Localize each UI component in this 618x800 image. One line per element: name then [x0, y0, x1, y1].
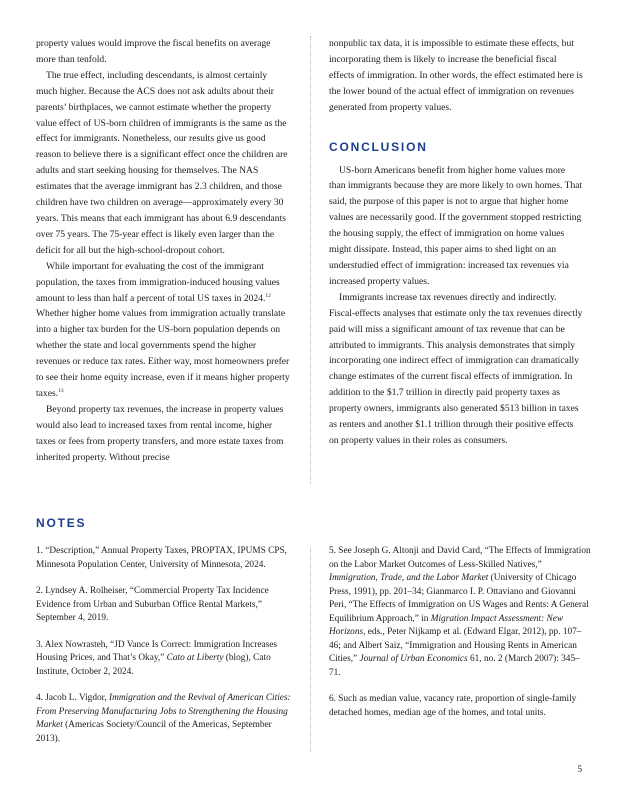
notes-column-divider: [310, 547, 311, 752]
note-text: , eds., Peter Nijkamp et al. (Edward Elgar, 2012), pp. 107–46; and Albert Saiz, “Immigration and Housing Rents in American Cities,”: [329, 627, 582, 664]
page-number: 5: [577, 764, 582, 774]
notes-heading: NOTES: [36, 516, 87, 530]
conclusion-heading: CONCLUSION: [329, 139, 428, 154]
body-paragraph: US-born Americans benefit from higher home values more than immigrants because they are more likely to own homes. That said, the purpose of this paper is not to argue that higher home values are necessarily good. If the government stopped restricting the housing supply, the effect of immigration on home values might dissipate. Instead, this paper aims to shed light on an understudied effect of immigration: increased tax revenues via increased property values.: [329, 164, 583, 287]
paragraph-text: While important for evaluating the cost of the immigrant population, the taxes from immigration-induced housing values amount to less than half a percent of total US taxes in 2024.: [36, 260, 280, 304]
note-3: [36, 639, 298, 680]
note-text: 5. See Joseph G. Altonji and David Card, “The Effects of Immigration on the Labor Market Outcomes of Less-Skilled Natives,”: [329, 546, 591, 570]
body-left-column: [36, 36, 290, 465]
note-6: [329, 693, 591, 720]
note-4: [36, 692, 298, 746]
note-text: 6. Such as median value, vacancy rate, proportion of single-family detached homes, median age of the homes, and total units.: [329, 694, 577, 718]
body-paragraph: property values would improve the fiscal benefits on average more than tenfold.: [36, 38, 271, 65]
note-text: (blog), Cato Institute, October 2, 2024.: [36, 653, 271, 677]
body-paragraph: nonpublic tax data, it is impossible to estimate these effects, but incorporating them is likely to increase the beneficial fiscal effects of immigration. In other words, the effect estimated here is the lower bound of the actual effect of immigration on revenues generated from property values.: [329, 38, 583, 113]
note-text: 3. Alex Nowrasteh, “JD Vance Is Correct: Immigration Increases Housing Prices, and That’s Okay,”: [36, 639, 277, 663]
note-5: [329, 545, 591, 680]
note-text: (Americas Society/Council of the Americas, September 2013).: [36, 720, 272, 744]
note-text: 4. Jacob L. Vigdor,: [36, 693, 110, 703]
body-paragraph: The true effect, including descendants, is almost certainly much higher. Because the ACS does not ask adults about their parents’ birthplaces, we cannot estimate whether the property value effect of US-born children of immigrants is the same as the effect for immigrants. Nonetheless, our results give us good reason to believe there is a significant effect once the children are adults and start seeking housing for themselves. The NAS estimates that the average immigrant has 2.3 children, and those children have two children on average—approximately every 30 years. This means that each immigrant has about 6.9 descendants over 75 years. The 75-year effect is likely even larger than the deficit for all but the high-school-dropout cohort.: [36, 69, 288, 256]
note-text: 1. “Description,” Annual Property Taxes, PROPTAX, IPUMS CPS, Minnesota Population Center, University of Minnesota, 2024.: [36, 546, 287, 570]
paragraph-text: Whether higher home values from immigration actually translate into a higher tax burden for the US-born population depends on whether the state and local governments spend the higher revenues or reduce tax rates. Either way, most homeowners prefer to see their home equity increase, even if it means higher property taxes.: [36, 308, 290, 399]
note-italic-title: Cato at Liberty: [166, 653, 224, 663]
note-italic-title: Immigration, Trade, and the Labor Market: [329, 573, 489, 583]
body-paragraph: Immigrants increase tax revenues directly and indirectly. Fiscal-effects analyses that estimate only the tax revenues directly paid will miss a significant amount of tax revenue that can be attributed to immigrants. This analysis demonstrates that simply incorporating one indirect effect of immigration can dramatically change estimates of the current fiscal effects of immigration. In addition to the $1.7 trillion in directly paid property taxes as property owners, immigrants also generated $513 billion in taxes as renters and another $1.1 trillion through their positive effects on property values in their roles as consumers.: [329, 291, 583, 446]
footnote-ref-12[interactable]: 12: [265, 292, 271, 299]
body-paragraph: [36, 259, 290, 402]
note-text: (University of Chicago Press, 1991), pp. 201–34; Gianmarco I. P. Ottaviano and Giovanni Peri, “The Effects of Immigration on US Wages and Rents: A General Equilibrium Approach,” in: [329, 573, 589, 624]
footnote-ref-13[interactable]: 13: [58, 387, 64, 394]
note-1: [36, 545, 298, 572]
note-2: [36, 585, 298, 626]
notes-right-column: [329, 545, 591, 733]
column-divider: [310, 36, 311, 484]
note-italic-title: Immigration and the Revival of American Cities: From Preserving Manufacturing Jobs to Strengthening the Housing Market: [36, 693, 291, 730]
note-italic-title: Journal of Urban Economics: [359, 654, 468, 664]
note-italic-title: Migration Impact Assessment: New Horizons: [329, 613, 564, 637]
note-text: 61, no. 2 (March 2007): 345–71.: [329, 654, 580, 678]
notes-left-column: [36, 545, 298, 759]
body-paragraph: Beyond property tax revenues, the increase in property values would also lead to increased taxes from rental income, higher taxes or fees from property transfers, and more estate taxes from inherited property. Without precise: [36, 403, 284, 463]
note-text: 2. Lyndsey A. Rolheiser, “Commercial Property Tax Incidence Evidence from Urban and Suburban Office Rental Markets,” September 4, 2019.: [36, 586, 269, 623]
body-right-column: [329, 36, 583, 449]
